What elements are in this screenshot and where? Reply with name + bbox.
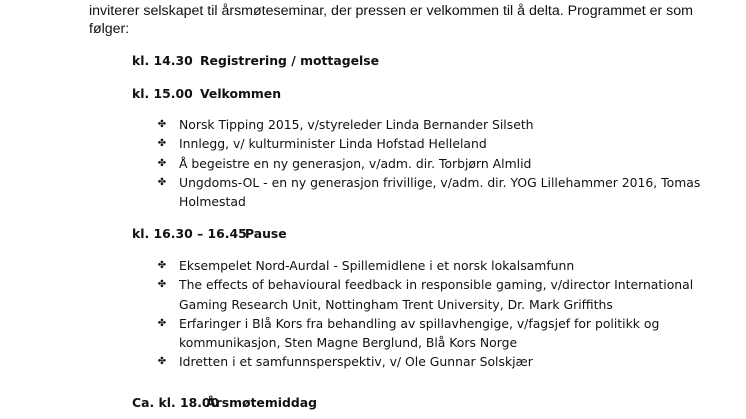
list-item-text: Å begeistre en ny generasjon, v/adm. dir. Torbjørn Almlid — [179, 155, 532, 171]
bullet-icon: ✤ — [157, 279, 167, 291]
list-item — [155, 173, 715, 212]
section-time: kl. 16.30 – 16.45 — [132, 226, 247, 241]
list-item-text: Idretten i et samfunnsperspektiv, v/ Ole Gunnar Solskjær — [179, 354, 533, 370]
bullet-icon: ✤ — [157, 119, 167, 130]
list-item — [155, 314, 715, 353]
list-item — [155, 275, 715, 314]
list-item-text: Erfaringer i Blå Kors fra behandling av spillavhengige, v/fagsjef for politikk og kommunikasjon, Sten Magne Berglund, Blå Kors Norge — [179, 315, 660, 351]
section-time: kl. 14.30 — [132, 53, 193, 68]
section-title: Årsmøtemiddag — [206, 395, 317, 410]
section-heading-pause — [132, 226, 287, 242]
pause-list — [155, 256, 715, 372]
list-item — [155, 352, 715, 371]
section-heading-welcome — [132, 86, 281, 102]
list-item — [155, 134, 715, 153]
list-item-text: Ungdoms-OL - en ny generasjon frivillige, v/adm. dir. YOG Lillehammer 2016, Tomas Holmestad — [179, 174, 701, 210]
list-item — [155, 154, 715, 173]
section-time: kl. 15.00 — [132, 86, 193, 101]
list-item — [155, 115, 715, 134]
list-item-text: Innlegg, v/ kulturminister Linda Hofstad Helleland — [179, 136, 487, 152]
bullet-icon: ✤ — [157, 176, 167, 188]
list-item — [155, 256, 715, 275]
section-time: Ca. kl. 18.00 — [132, 395, 220, 410]
bullet-icon: ✤ — [157, 157, 167, 169]
intro-paragraph: inviterer selskapet til årsmøteseminar, der pressen er velkommen til å delta. Programmet er som følger: — [89, 3, 693, 37]
bullet-icon: ✤ — [157, 356, 167, 368]
list-item-text: Norsk Tipping 2015, v/styreleder Linda Bernander Silseth — [179, 117, 534, 132]
section-title: Registrering / mottagelse — [200, 53, 380, 68]
section-title: Pause — [245, 226, 287, 241]
welcome-list — [155, 115, 715, 211]
list-item-text: Eksempelet Nord-Aurdal - Spillemidlene i et norsk lokalsamfunn — [179, 258, 575, 273]
bullet-icon: ✤ — [157, 317, 167, 329]
bullet-icon: ✤ — [157, 260, 167, 271]
section-heading-dinner — [132, 395, 317, 411]
bullet-icon: ✤ — [157, 138, 167, 150]
section-title: Velkommen — [200, 86, 282, 101]
list-item-text: The effects of behavioural feedback in responsible gaming, v/director International Gaming Research Unit, Nottingham Trent University, Dr. Mark Griffiths — [179, 277, 694, 312]
section-heading-registration — [132, 53, 379, 69]
